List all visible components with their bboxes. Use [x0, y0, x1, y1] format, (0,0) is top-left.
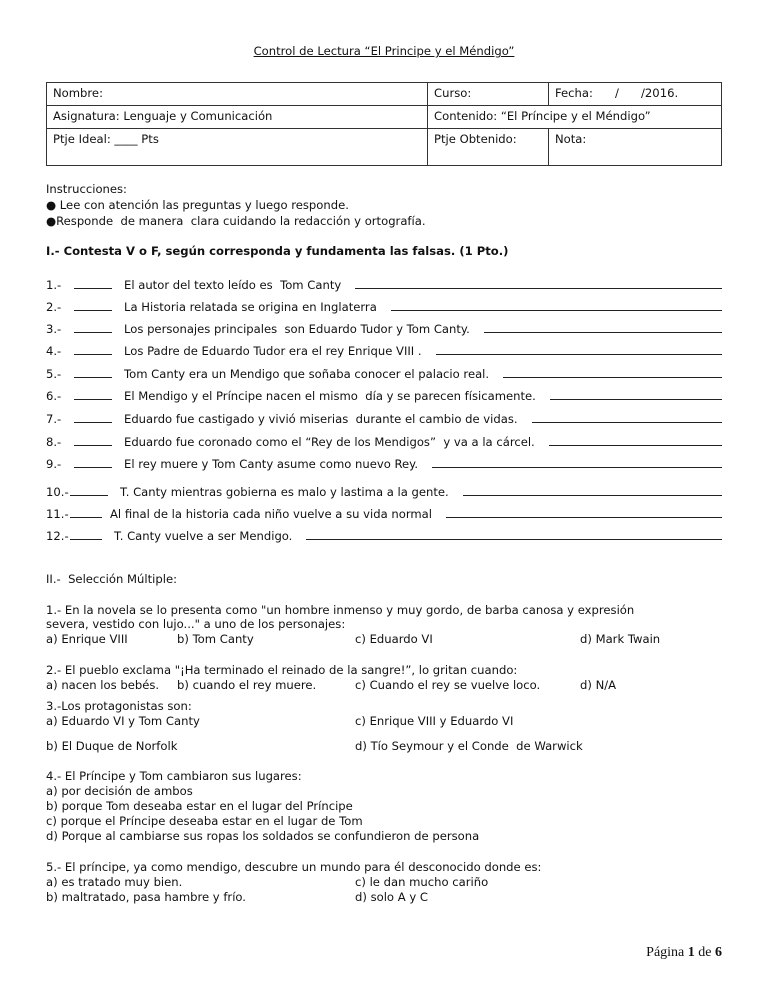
vf-item: [46, 506, 722, 521]
statement: T. Canty vuelve a ser Mendigo.: [114, 529, 293, 543]
statement: El rey muere y Tom Canty asume como nuevo Rey.: [124, 457, 419, 471]
vf-answer-blank[interactable]: [74, 299, 112, 311]
option: d) Porque al cambiarse sus ropas los soldados se confundieron de persona: [46, 829, 480, 843]
question-5-text: 5.- El príncipe, ya como mendigo, descubre un mundo para él desconocido donde es:: [46, 860, 542, 874]
footer-de: de: [698, 945, 712, 960]
statement: Eduardo fue castigado y vivió miserias durante el cambio de vidas.: [124, 412, 518, 426]
item-number: 2.-: [46, 300, 62, 314]
item-number: 11.-: [46, 507, 69, 521]
option: c) Eduardo VI: [355, 632, 433, 646]
page-footer: [646, 945, 722, 961]
option: c) Enrique VIII y Eduardo VI: [355, 714, 514, 728]
justification-blank[interactable]: [550, 388, 722, 400]
option: b) maltratado, pasa hambre y frío.: [46, 890, 246, 904]
item-number: 6.-: [46, 389, 62, 403]
section1-heading: I.- Contesta V o F, según corresponda y fundamenta las falsas. (1 Pto.): [46, 244, 509, 258]
vf-item: [46, 366, 722, 381]
option: c) porque el Príncipe deseaba estar en el lugar de Tom: [46, 814, 363, 828]
statement: El Mendigo y el Príncipe nacen el mismo día y se parecen físicamente.: [124, 389, 536, 403]
vf-answer-blank[interactable]: [70, 506, 102, 518]
instruction-item: ● Lee con atención las preguntas y luego responde.: [46, 198, 349, 212]
curso-cell: Curso:: [428, 83, 549, 106]
footer-label: Página: [646, 945, 685, 960]
option: a) Eduardo VI y Tom Canty: [46, 714, 200, 728]
option: b) porque Tom deseaba estar en el lugar del Príncipe: [46, 799, 353, 813]
vf-item: [46, 484, 722, 499]
header-table: [46, 82, 722, 166]
option: c) Cuando el rey se vuelve loco.: [355, 678, 541, 692]
question-1-text: 1.- En la novela se lo presenta como "un hombre inmenso y muy gordo, de barba canosa y expresión: [46, 603, 635, 617]
asignatura-cell: Asignatura: Lenguaje y Comunicación: [47, 106, 428, 129]
option: d) Mark Twain: [580, 632, 661, 646]
justification-blank[interactable]: [484, 321, 722, 333]
justification-blank[interactable]: [306, 528, 722, 540]
vf-answer-blank[interactable]: [74, 366, 112, 378]
option: b) Tom Canty: [177, 632, 254, 646]
vf-answer-blank[interactable]: [70, 528, 102, 540]
question-4-text: 4.- El Príncipe y Tom cambiaron sus lugares:: [46, 769, 302, 783]
statement: El autor del texto leído es Tom Canty: [124, 278, 342, 292]
nota-cell: Nota:: [549, 129, 722, 166]
vf-answer-blank[interactable]: [70, 484, 108, 496]
statement: T. Canty mientras gobierna es malo y lastima a la gente.: [120, 485, 449, 499]
option: b) cuando el rey muere.: [177, 678, 317, 692]
ptje-ideal-cell: Ptje Ideal: ____ Pts: [47, 129, 428, 166]
statement: La Historia relatada se origina en Inglaterra: [124, 300, 377, 314]
option: a) nacen los bebés.: [46, 678, 160, 692]
item-number: 10.-: [46, 485, 69, 499]
page-number: 1: [687, 945, 695, 960]
fecha-cell: Fecha: / /2016.: [549, 83, 722, 106]
item-number: 12.-: [46, 529, 69, 543]
question-3-text: 3.-Los protagonistas son:: [46, 699, 192, 713]
question-1-text-cont: severa, vestido con lujo..." a uno de los personajes:: [46, 617, 346, 631]
item-number: 1.-: [46, 278, 62, 292]
option: d) Tío Seymour y el Conde de Warwick: [355, 739, 583, 753]
question-2-text: 2.- El pueblo exclama "¡Ha terminado el reinado de la sangre!”, lo gritan cuando:: [46, 663, 518, 677]
vf-answer-blank[interactable]: [74, 411, 112, 423]
vf-item: [46, 411, 722, 426]
vf-item: [46, 528, 722, 543]
justification-blank[interactable]: [436, 343, 722, 355]
vf-item: [46, 321, 722, 336]
statement: Al final de la historia cada niño vuelve a su vida normal: [110, 507, 432, 521]
option: d) N/A: [580, 678, 617, 692]
vf-answer-blank[interactable]: [74, 388, 112, 400]
item-number: 9.-: [46, 457, 62, 471]
page-total: 6: [715, 945, 722, 960]
vf-item: [46, 277, 722, 292]
nombre-cell: Nombre:: [47, 83, 428, 106]
justification-blank[interactable]: [463, 484, 722, 496]
item-number: 8.-: [46, 435, 62, 449]
section2-heading: II.- Selección Múltiple:: [46, 572, 177, 586]
statement: Los Padre de Eduardo Tudor era el rey Enrique VIII .: [124, 344, 422, 358]
option: a) por decisión de ambos: [46, 784, 193, 798]
contenido-cell: Contenido: “El Príncipe y el Méndigo”: [428, 106, 722, 129]
vf-item: [46, 388, 722, 403]
justification-blank[interactable]: [446, 506, 722, 518]
document-title: Control de Lectura “El Principe y el Méndigo”: [253, 44, 515, 58]
justification-blank[interactable]: [503, 366, 722, 378]
justification-blank[interactable]: [432, 456, 722, 468]
vf-answer-blank[interactable]: [74, 434, 112, 446]
item-number: 3.-: [46, 322, 62, 336]
statement: Los personajes principales son Eduardo Tudor y Tom Canty.: [124, 322, 470, 336]
justification-blank[interactable]: [391, 299, 722, 311]
statement: Tom Canty era un Mendigo que soñaba conocer el palacio real.: [124, 367, 490, 381]
item-number: 5.-: [46, 367, 62, 381]
vf-item: [46, 343, 722, 358]
option: d) solo A y C: [355, 890, 428, 904]
instruction-item: ●Responde de manera clara cuidando la redacción y ortografía.: [46, 214, 426, 228]
vf-answer-blank[interactable]: [74, 321, 112, 333]
option: c) le dan mucho cariño: [355, 875, 489, 889]
justification-blank[interactable]: [355, 277, 722, 289]
item-number: 7.-: [46, 412, 62, 426]
item-number: 4.-: [46, 344, 62, 358]
vf-item: [46, 434, 722, 449]
option: b) El Duque de Norfolk: [46, 739, 178, 753]
vf-item: [46, 456, 722, 471]
vf-answer-blank[interactable]: [74, 343, 112, 355]
justification-blank[interactable]: [532, 411, 722, 423]
vf-answer-blank[interactable]: [74, 456, 112, 468]
option: a) es tratado muy bien.: [46, 875, 183, 889]
vf-answer-blank[interactable]: [74, 277, 112, 289]
option: a) Enrique VIII: [46, 632, 128, 646]
ptje-obtenido-cell: Ptje Obtenido:: [428, 129, 549, 166]
instructions-heading: Instrucciones:: [46, 182, 127, 196]
vf-item: [46, 299, 722, 314]
statement: Eduardo fue coronado como el “Rey de los Mendigos” y va a la cárcel.: [124, 435, 535, 449]
justification-blank[interactable]: [549, 434, 722, 446]
